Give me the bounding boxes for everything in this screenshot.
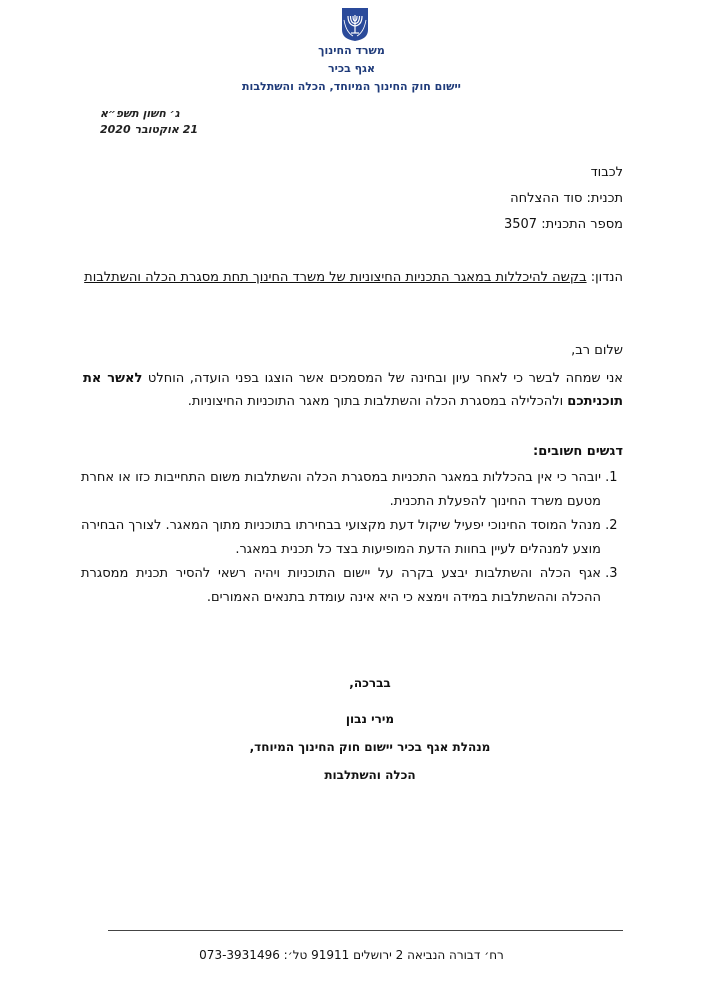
footer-address: רח׳ דבורה הנביאה 2 ירושלים 91911 טל׳: 073-3931496: [199, 948, 504, 962]
subject-text: בקשה להיכללות במאגר התכניות החיצוניות של משרד החינוך תחת מסגרת הכלה והשתלבות: [84, 270, 587, 285]
signature-title-2: הכלה והשתלבות: [324, 768, 416, 782]
letterhead-ministry: משרד החינוך: [318, 44, 385, 57]
signature-title-1: מנהלת אגף בכיר יישום חוק החינוך המיוחד,: [249, 740, 491, 754]
signature-closing: בברכה,: [349, 676, 391, 690]
recipient-to: לכבוד: [590, 165, 623, 180]
state-emblem-icon: [340, 6, 370, 42]
date-gregorian: 21 אוקטובר 2020: [100, 123, 199, 136]
list-item: 1. יובהר כי אין בהכללות במאגר התכניות במסגרת הכלה והשתלבות משום התחייבות כזו או אחרת מטעם משרד החינוך להפעלת התכנית.: [81, 466, 601, 514]
subject-line: [83, 266, 623, 289]
footer-divider: [108, 930, 623, 931]
subject-label: הנדון:: [586, 270, 623, 285]
date-hebrew: ג׳ חשון תשפ״א: [100, 107, 180, 120]
letterhead-unit: יישום חוק החינוך המיוחד, הכלה והשתלבות: [242, 80, 461, 93]
signature-name: מירי נבון: [345, 712, 395, 726]
letterhead-wing: אגף בכיר: [328, 62, 375, 75]
recipient-program: תכנית: סוד ההצלחה: [510, 191, 623, 206]
notes-title: דגשים חשובים:: [533, 444, 623, 459]
greeting: שלום רב,: [571, 343, 623, 358]
body-approval-bold: לאשר את תוכניתכם: [83, 371, 623, 409]
body-text-1: אני שמחה לבשר כי לאחר עיון ובחינה של המסמכים אשר הוצגו בפני הועדה, הוחלט: [142, 371, 623, 386]
notes-list: [81, 466, 627, 610]
list-item: 3. אגף הכלה והשתלבות יבצע בקרה על יישום התוכניות ויהיה רשאי להסיר תכנית ממסגרת ההכלה וההשתלבות במידה וימצא כי היא אינה עומדת בתנאים האמורים.: [81, 562, 601, 610]
list-item: 2. מנהל המוסד החינוכי יפעיל שיקול דעת מקצועי בבחירתו בתוכניות מתוך המאגר. לצורך הבחירה מוצע למנהלים לעיין בחוות הדעת המופיעות בצד כל תכנית במאגר.: [81, 514, 601, 562]
body-text-2: ולהכלילה במסגרת הכלה והשתלבות בתוך מאגר התוכניות החיצוניות.: [187, 394, 568, 409]
body-paragraph: [83, 367, 623, 413]
recipient-program-number: מספר התכנית: 3507: [503, 217, 623, 232]
